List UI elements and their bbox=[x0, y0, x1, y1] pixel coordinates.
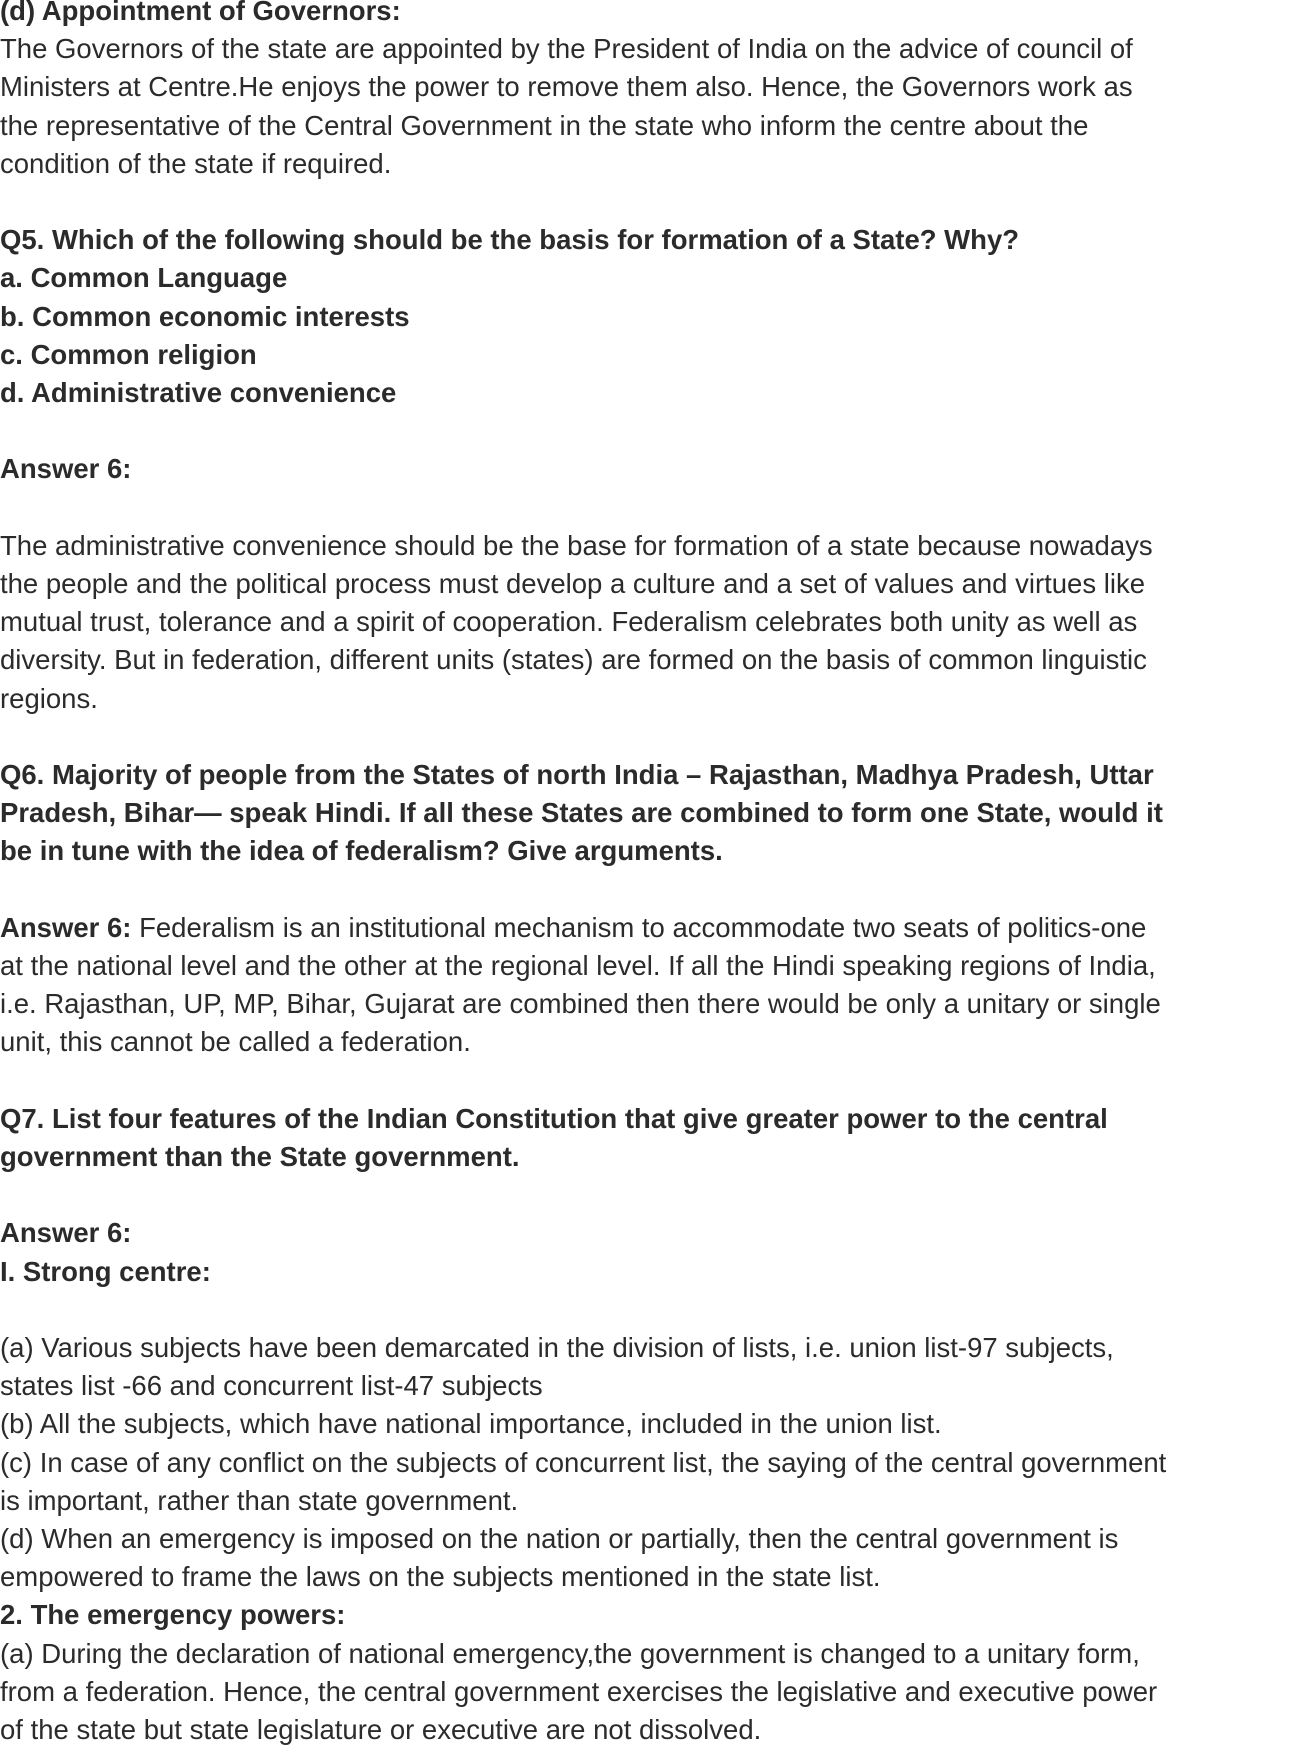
paragraph-line: mutual trust, tolerance and a spirit of cooperation. Federalism celebrates both unity as well as bbox=[0, 606, 1138, 638]
question-7 bbox=[0, 1100, 1296, 1176]
spacer bbox=[0, 1062, 1296, 1100]
question-text: Q7. List four features of the Indian Constitution that give greater power to the central bbox=[0, 1102, 1108, 1134]
question-text: be in tune with the idea of federalism? Give arguments. bbox=[0, 835, 723, 867]
paragraph-line: diversity. But in federation, different units (states) are formed on the basis of common linguistic bbox=[0, 644, 1147, 676]
spacer bbox=[0, 871, 1296, 909]
section-appointment-of-governors bbox=[0, 0, 1296, 183]
subheading-emergency-powers: 2. The emergency powers: bbox=[0, 1599, 346, 1631]
paragraph-line: i.e. Rajasthan, UP, MP, Bihar, Gujarat are combined then there would be only a unitary or single bbox=[0, 988, 1161, 1020]
paragraph-line: from a federation. Hence, the central government exercises the legislative and executive power bbox=[0, 1675, 1158, 1707]
paragraph-line: Ministers at Centre.He enjoys the power to remove them also. Hence, the Governors work as bbox=[0, 71, 1133, 103]
paragraph-line: condition of the state if required. bbox=[0, 147, 392, 179]
question-text: Q6. Majority of people from the States of north India – Rajasthan, Madhya Pradesh, Uttar bbox=[0, 759, 1154, 790]
paragraph-line: (c) In case of any conflict on the subjects of concurrent list, the saying of the central government bbox=[0, 1446, 1167, 1478]
question-text: Pradesh, Bihar— speak Hindi. If all these States are combined to form one State, would it bbox=[0, 797, 1163, 829]
paragraph-line: (b) All the subjects, which have national importance, included in the union list. bbox=[0, 1408, 942, 1440]
spacer bbox=[0, 1291, 1296, 1329]
answer-5 bbox=[0, 450, 1296, 717]
paragraph-line: The administrative convenience should be the base for formation of a state because nowadays bbox=[0, 529, 1153, 561]
section-heading: (d) Appointment of Governors: bbox=[0, 0, 401, 26]
paragraph-line: the people and the political process must develop a culture and a set of values and virtues like bbox=[0, 568, 1145, 599]
question-text: Q5. Which of the following should be the basis for formation of a State? Why? bbox=[0, 224, 1020, 256]
paragraph-line: empowered to frame the laws on the subjects mentioned in the state list. bbox=[0, 1561, 881, 1593]
answer-text: Federalism is an institutional mechanism to accommodate two seats of politics-one bbox=[131, 911, 1147, 943]
answer-6 bbox=[0, 909, 1296, 1062]
option-a: a. Common Language bbox=[0, 262, 288, 294]
paragraph-line: (a) During the declaration of national emergency,the government is changed to a unitary form, bbox=[0, 1637, 1140, 1669]
question-5 bbox=[0, 221, 1296, 412]
subheading-strong-centre: I. Strong centre: bbox=[0, 1255, 211, 1287]
question-6 bbox=[0, 756, 1296, 871]
option-c: c. Common religion bbox=[0, 338, 257, 370]
option-b: b. Common economic interests bbox=[0, 300, 410, 332]
paragraph-line: at the national level and the other at the regional level. If all the Hindi speaking regions of India, bbox=[0, 950, 1156, 981]
paragraph-line: regions. bbox=[0, 682, 98, 714]
answer-label: Answer 6: bbox=[0, 453, 132, 485]
answer-label: Answer 6: bbox=[0, 911, 132, 943]
paragraph-line: The Governors of the state are appointed by the President of India on the advice of council of bbox=[0, 33, 1133, 65]
paragraph-line: states list -66 and concurrent list-47 subjects bbox=[0, 1370, 543, 1402]
spacer bbox=[0, 1176, 1296, 1214]
paragraph-line: (d) When an emergency is imposed on the nation or partially, then the central government is bbox=[0, 1523, 1119, 1554]
spacer bbox=[0, 718, 1296, 756]
paragraph-line: (a) Various subjects have been demarcated in the division of lists, i.e. union list-97 subjects, bbox=[0, 1331, 1114, 1363]
answer-label: Answer 6: bbox=[0, 1217, 132, 1249]
paragraph-line: of the state but state legislature or executive are not dissolved. bbox=[0, 1714, 762, 1746]
spacer bbox=[0, 183, 1296, 221]
answer-first-line bbox=[0, 909, 1296, 947]
option-d: d. Administrative convenience bbox=[0, 377, 397, 409]
question-text: government than the State government. bbox=[0, 1141, 520, 1172]
paragraph-line: the representative of the Central Government in the state who inform the centre about the bbox=[0, 109, 1089, 141]
spacer bbox=[0, 412, 1296, 450]
paragraph-line: is important, rather than state government. bbox=[0, 1484, 519, 1516]
spacer bbox=[0, 489, 1296, 527]
answer-7 bbox=[0, 1214, 1296, 1749]
paragraph-line: unit, this cannot be called a federation. bbox=[0, 1026, 471, 1058]
